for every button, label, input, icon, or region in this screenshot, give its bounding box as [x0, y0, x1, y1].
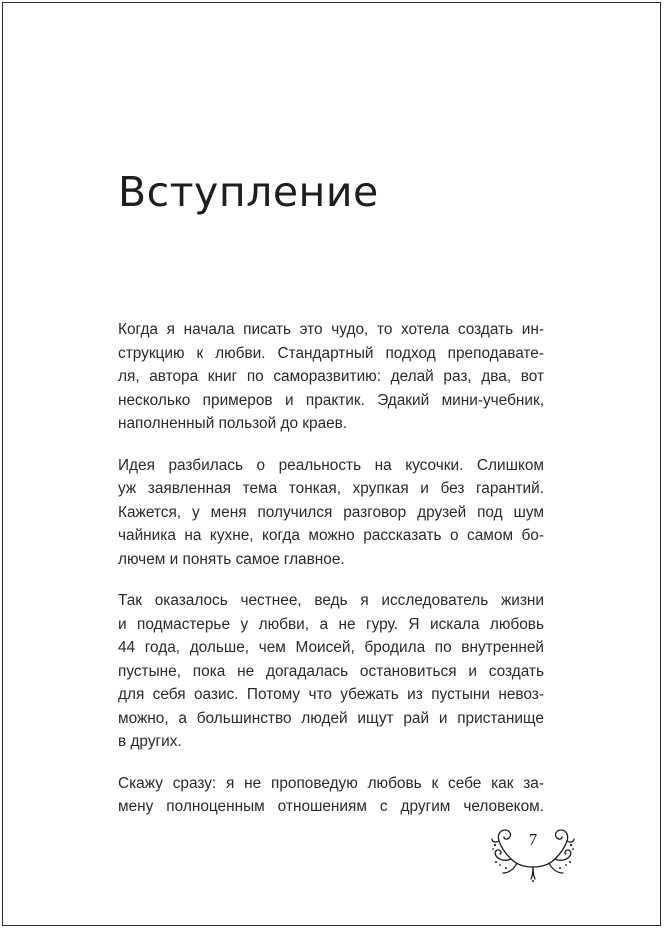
paragraph: [118, 772, 544, 819]
text-line: лючем и понять самое главное.: [118, 550, 345, 568]
text-line: можно, а большинство людей ищут рай и пристанище: [118, 709, 544, 727]
page-number: 7: [528, 830, 538, 849]
body-text: [118, 318, 544, 837]
page-number-ornament: [487, 821, 579, 883]
text-line: Кажется, у меня получился разговор друзей под шум: [118, 503, 544, 521]
text-line: 44 года, дольше, чем Моисей, бродила по внутренней: [118, 639, 544, 656]
text-line: несколько примеров и практик. Эдакий мини-учебник,: [118, 391, 544, 409]
paragraph: [118, 318, 544, 436]
text-line: для себя оазис. Потому что убежать из пустыни невоз-: [118, 686, 544, 703]
text-line: струкцию к любви. Стандартный подход преподавате-: [118, 344, 544, 362]
text-line: мену полноценным отношениям с другим человеком.: [118, 798, 544, 815]
paragraph: [118, 589, 544, 754]
text-line: Когда я начала писать это чудо, то хотела создать ин-: [118, 321, 544, 338]
text-line: Так оказалось честнее, ведь я исследователь жизни: [118, 592, 544, 609]
chapter-title: Вступление: [118, 168, 379, 216]
text-line: уж заявленная тема тонкая, хрупкая и без гарантий.: [118, 480, 544, 497]
book-page: [2, 2, 661, 926]
text-line: наполненный пользой до краев.: [118, 415, 348, 432]
paragraph: [118, 454, 544, 572]
text-line: и подмастерье у любви, а не гуру. Я искала любовь: [118, 615, 544, 633]
text-line: чайника на кухне, когда можно рассказать о самом бо-: [118, 527, 544, 544]
text-line: Скажу сразу: я не проповедую любовь к себе как за-: [118, 774, 544, 792]
text-line: в других.: [118, 733, 182, 750]
text-line: Идея разбилась о реальность на кусочки. Слишком: [118, 456, 544, 474]
text-line: пустыне, пока не догадалась остановиться и создать: [118, 662, 544, 680]
text-line: ля, автора книг по саморазвитию: делай раз, два, вот: [118, 368, 544, 385]
